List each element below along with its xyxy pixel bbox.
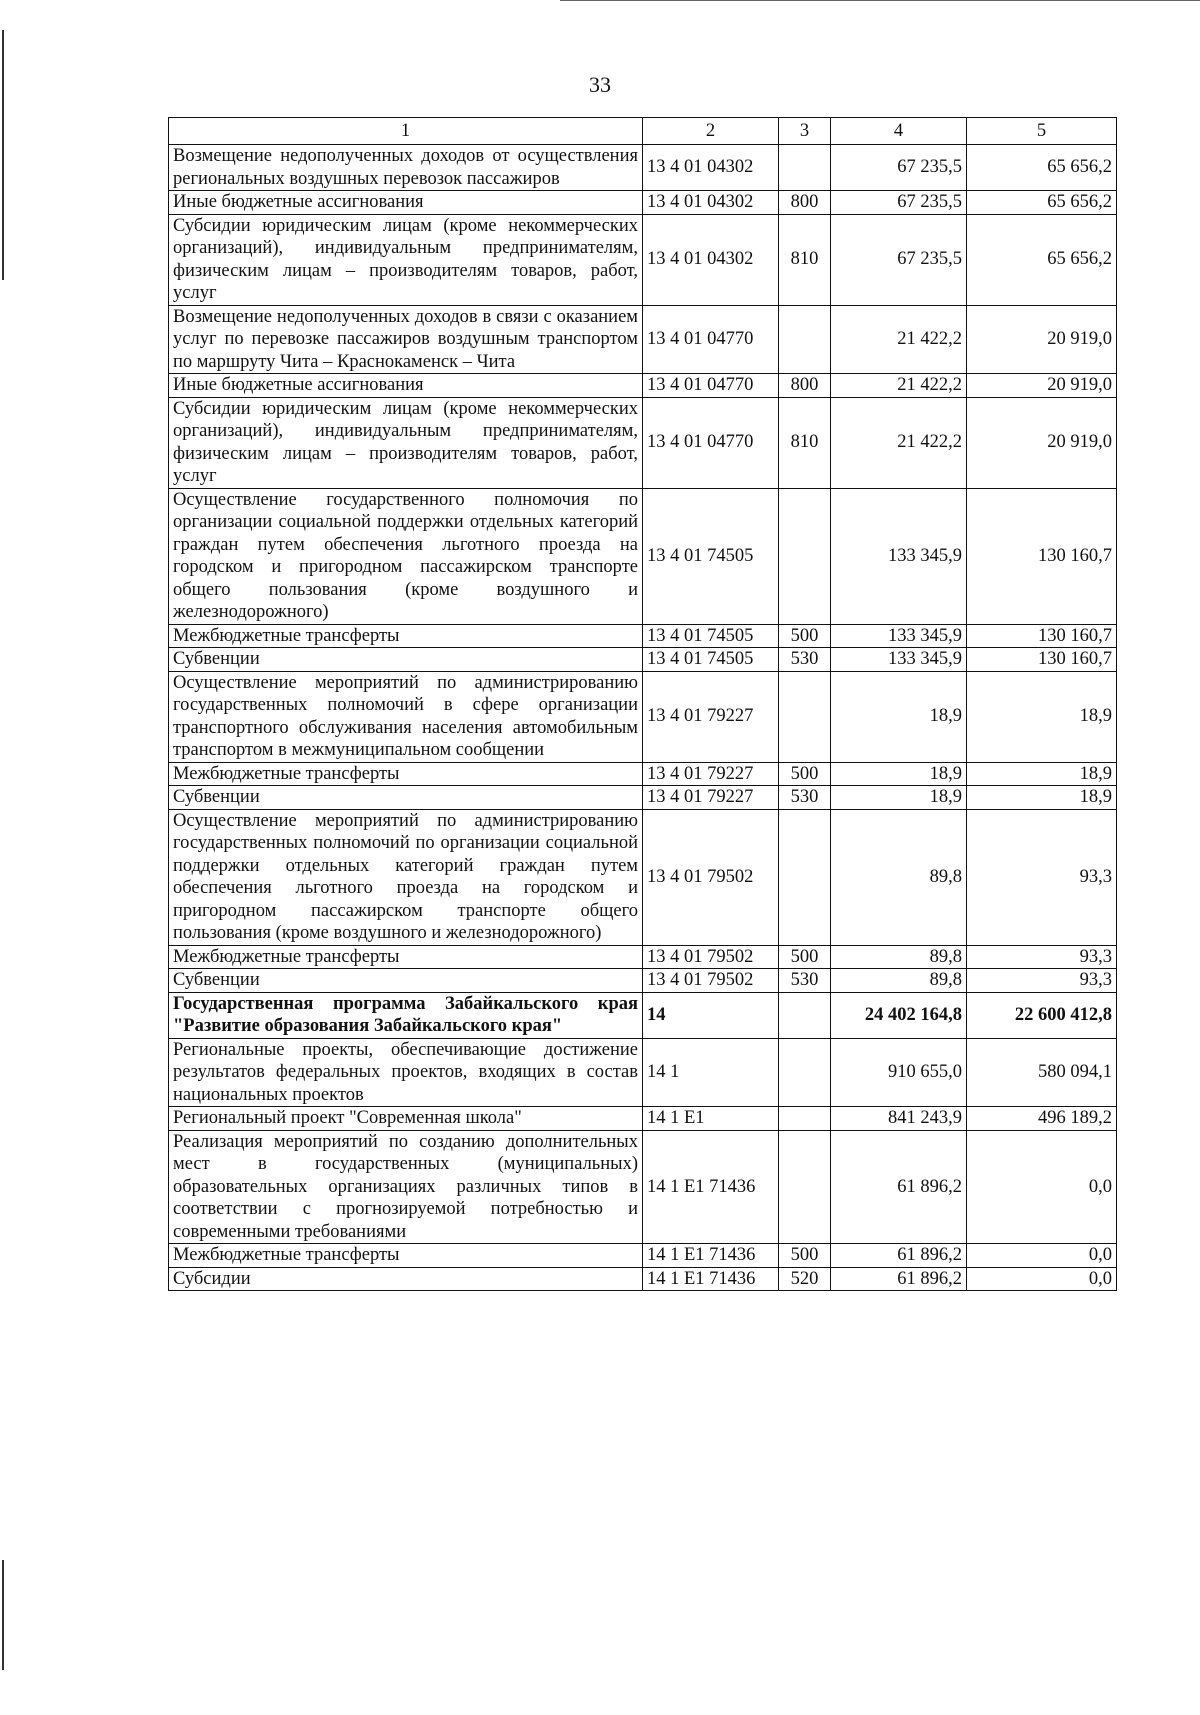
- row-name-cell: Межбюджетные трансферты: [169, 945, 643, 969]
- table-row: [169, 809, 1117, 945]
- row-value-col4-cell: 21 422,2: [831, 397, 967, 488]
- row-name-cell: Региональный проект "Современная школа": [169, 1107, 643, 1131]
- row-value-col5-cell: 130 160,7: [967, 488, 1117, 624]
- row-code-cell: 13 4 01 04770: [643, 374, 779, 398]
- row-code-cell: 13 4 01 04302: [643, 214, 779, 305]
- row-name-cell: Возмещение недополученных доходов в связи с оказанием услуг по перевозке пассажиров воздушным транспортом по маршруту Чита – Краснокаменск – Чита: [169, 305, 643, 374]
- row-expense-type-cell: 500: [779, 762, 831, 786]
- row-expense-type-cell: [779, 992, 831, 1038]
- row-name-cell: Иные бюджетные ассигнования: [169, 374, 643, 398]
- row-code-cell: 13 4 01 74505: [643, 648, 779, 672]
- row-value-col5-cell: 20 919,0: [967, 374, 1117, 398]
- row-value-col5-cell: 18,9: [967, 762, 1117, 786]
- table-row: [169, 992, 1117, 1038]
- row-value-col4-cell: 21 422,2: [831, 305, 967, 374]
- row-value-col4-cell: 61 896,2: [831, 1244, 967, 1268]
- row-expense-type-cell: 800: [779, 191, 831, 215]
- row-value-col4-cell: 18,9: [831, 762, 967, 786]
- row-code-cell: 13 4 01 79502: [643, 969, 779, 993]
- row-code-cell: 13 4 01 79227: [643, 671, 779, 762]
- row-value-col5-cell: 0,0: [967, 1267, 1117, 1291]
- scan-edge: [2, 1560, 4, 1670]
- table-row: [169, 1107, 1117, 1131]
- row-name-cell: Региональные проекты, обеспечивающие достижение результатов федеральных проектов, входящих в состав национальных проектов: [169, 1038, 643, 1107]
- row-value-col4-cell: 910 655,0: [831, 1038, 967, 1107]
- table-row: [169, 945, 1117, 969]
- row-value-col5-cell: 93,3: [967, 809, 1117, 945]
- column-header: 5: [967, 118, 1117, 145]
- scan-edge: [2, 30, 4, 280]
- row-code-cell: 13 4 01 79227: [643, 786, 779, 810]
- row-expense-type-cell: 530: [779, 648, 831, 672]
- row-code-cell: 13 4 01 74505: [643, 488, 779, 624]
- row-expense-type-cell: [779, 305, 831, 374]
- table-row: [169, 1244, 1117, 1268]
- row-code-cell: 13 4 01 04302: [643, 191, 779, 215]
- row-name-cell: Государственная программа Забайкальского края "Развитие образования Забайкальского края": [169, 992, 643, 1038]
- row-value-col5-cell: 93,3: [967, 945, 1117, 969]
- row-value-col5-cell: 22 600 412,8: [967, 992, 1117, 1038]
- row-name-cell: Осуществление мероприятий по администрированию государственных полномочий по организации социальной поддержки отдельных категорий граждан путем обеспечения льготного проезда на городском и пригородном пассажирском транспорте общего пользования (кроме воздушного и железнодорожного): [169, 809, 643, 945]
- row-value-col5-cell: 0,0: [967, 1244, 1117, 1268]
- table-row: [169, 191, 1117, 215]
- row-expense-type-cell: 500: [779, 1244, 831, 1268]
- row-value-col4-cell: 18,9: [831, 786, 967, 810]
- row-name-cell: Субвенции: [169, 648, 643, 672]
- row-value-col4-cell: 89,8: [831, 945, 967, 969]
- row-value-col4-cell: 133 345,9: [831, 488, 967, 624]
- row-value-col4-cell: 89,8: [831, 969, 967, 993]
- table-row: [169, 1267, 1117, 1291]
- scan-edge: [560, 0, 1200, 1]
- table-header-row: [169, 118, 1117, 145]
- row-name-cell: Субвенции: [169, 786, 643, 810]
- row-value-col5-cell: 65 656,2: [967, 214, 1117, 305]
- row-name-cell: Межбюджетные трансферты: [169, 1244, 643, 1268]
- row-expense-type-cell: 800: [779, 374, 831, 398]
- column-header: 4: [831, 118, 967, 145]
- table-row: [169, 969, 1117, 993]
- row-value-col5-cell: 18,9: [967, 671, 1117, 762]
- page-number: 33: [589, 72, 611, 97]
- row-expense-type-cell: [779, 1038, 831, 1107]
- row-name-cell: Межбюджетные трансферты: [169, 624, 643, 648]
- row-expense-type-cell: [779, 488, 831, 624]
- row-expense-type-cell: 500: [779, 945, 831, 969]
- table-row: [169, 648, 1117, 672]
- row-code-cell: 13 4 01 04770: [643, 397, 779, 488]
- row-value-col5-cell: 580 094,1: [967, 1038, 1117, 1107]
- row-name-cell: Осуществление мероприятий по администрированию государственных полномочий в сфере организации транспортного обслуживания населения автомобильным транспортом в межмуниципальном сообщении: [169, 671, 643, 762]
- row-value-col5-cell: 130 160,7: [967, 648, 1117, 672]
- row-code-cell: 13 4 01 04302: [643, 145, 779, 191]
- row-value-col4-cell: 133 345,9: [831, 648, 967, 672]
- row-code-cell: 13 4 01 04770: [643, 305, 779, 374]
- row-expense-type-cell: 530: [779, 786, 831, 810]
- row-expense-type-cell: [779, 145, 831, 191]
- row-name-cell: Субсидии юридическим лицам (кроме некоммерческих организаций), индивидуальным предпринимателям, физическим лицам – производителям товаров, работ, услуг: [169, 214, 643, 305]
- row-code-cell: 14 1 E1 71436: [643, 1244, 779, 1268]
- row-expense-type-cell: [779, 671, 831, 762]
- row-value-col4-cell: 841 243,9: [831, 1107, 967, 1131]
- row-expense-type-cell: [779, 809, 831, 945]
- row-name-cell: Субсидии юридическим лицам (кроме некоммерческих организаций), индивидуальным предпринимателям, физическим лицам – производителям товаров, работ, услуг: [169, 397, 643, 488]
- row-value-col4-cell: 67 235,5: [831, 191, 967, 215]
- row-value-col4-cell: 24 402 164,8: [831, 992, 967, 1038]
- row-value-col4-cell: 133 345,9: [831, 624, 967, 648]
- row-name-cell: Субвенции: [169, 969, 643, 993]
- row-code-cell: 14 1 E1 71436: [643, 1267, 779, 1291]
- row-name-cell: Осуществление государственного полномочия по организации социальной поддержки отдельных категорий граждан путем обеспечения льготного проезда на городском и пригородном пассажирском транспорте общего пользования (кроме воздушного и железнодорожного): [169, 488, 643, 624]
- row-expense-type-cell: 530: [779, 969, 831, 993]
- row-expense-type-cell: 520: [779, 1267, 831, 1291]
- table-row: [169, 762, 1117, 786]
- row-expense-type-cell: 500: [779, 624, 831, 648]
- table-row: [169, 624, 1117, 648]
- row-code-cell: 14 1 E1: [643, 1107, 779, 1131]
- row-expense-type-cell: [779, 1107, 831, 1131]
- row-value-col5-cell: 20 919,0: [967, 397, 1117, 488]
- table-body: [169, 145, 1117, 1291]
- row-expense-type-cell: 810: [779, 397, 831, 488]
- column-header: 1: [169, 118, 643, 145]
- row-name-cell: Иные бюджетные ассигнования: [169, 191, 643, 215]
- row-code-cell: 13 4 01 79502: [643, 809, 779, 945]
- row-value-col4-cell: 21 422,2: [831, 374, 967, 398]
- row-name-cell: Межбюджетные трансферты: [169, 762, 643, 786]
- column-header: 2: [643, 118, 779, 145]
- row-value-col4-cell: 61 896,2: [831, 1130, 967, 1244]
- row-value-col5-cell: 18,9: [967, 786, 1117, 810]
- row-value-col4-cell: 61 896,2: [831, 1267, 967, 1291]
- row-value-col4-cell: 67 235,5: [831, 214, 967, 305]
- table-row: [169, 397, 1117, 488]
- row-value-col5-cell: 130 160,7: [967, 624, 1117, 648]
- row-code-cell: 13 4 01 79227: [643, 762, 779, 786]
- row-value-col5-cell: 65 656,2: [967, 191, 1117, 215]
- row-name-cell: Реализация мероприятий по созданию дополнительных мест в государственных (муниципальных) образовательных организациях различных типов в соответствии с прогнозируемой потребностью и современными требованиями: [169, 1130, 643, 1244]
- row-expense-type-cell: 810: [779, 214, 831, 305]
- row-code-cell: 14 1 E1 71436: [643, 1130, 779, 1244]
- column-header: 3: [779, 118, 831, 145]
- row-name-cell: Возмещение недополученных доходов от осуществления региональных воздушных перевозок пассажиров: [169, 145, 643, 191]
- row-value-col5-cell: 0,0: [967, 1130, 1117, 1244]
- table-row: [169, 374, 1117, 398]
- row-name-cell: Субсидии: [169, 1267, 643, 1291]
- row-value-col5-cell: 496 189,2: [967, 1107, 1117, 1131]
- row-code-cell: 14: [643, 992, 779, 1038]
- row-code-cell: 13 4 01 79502: [643, 945, 779, 969]
- row-value-col5-cell: 93,3: [967, 969, 1117, 993]
- row-expense-type-cell: [779, 1130, 831, 1244]
- table-row: [169, 214, 1117, 305]
- table-row: [169, 671, 1117, 762]
- row-value-col5-cell: 65 656,2: [967, 145, 1117, 191]
- table-row: [169, 145, 1117, 191]
- row-value-col4-cell: 67 235,5: [831, 145, 967, 191]
- table-row: [169, 488, 1117, 624]
- row-code-cell: 13 4 01 74505: [643, 624, 779, 648]
- table-row: [169, 786, 1117, 810]
- table-row: [169, 1130, 1117, 1244]
- row-value-col4-cell: 89,8: [831, 809, 967, 945]
- row-code-cell: 14 1: [643, 1038, 779, 1107]
- row-value-col4-cell: 18,9: [831, 671, 967, 762]
- table-row: [169, 305, 1117, 374]
- row-value-col5-cell: 20 919,0: [967, 305, 1117, 374]
- table-row: [169, 1038, 1117, 1107]
- budget-table: [168, 117, 1117, 1291]
